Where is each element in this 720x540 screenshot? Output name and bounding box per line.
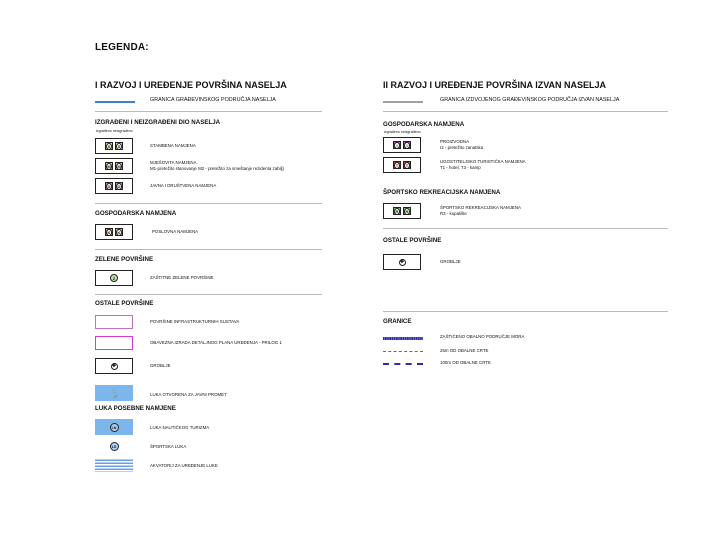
business-label: POSLOVNA NAMJENA [152,229,199,234]
right-economic-title: GOSPODARSKA NAMJENA [383,121,465,128]
cross-icon: ✚ [399,258,405,265]
nautical-port-label: LUKA NAUTIČKOG TURIZMA [150,425,210,430]
outside-boundary-line [383,101,423,103]
tourism-sublabel: T1 - hotel, T3 - kamp [440,165,481,170]
separator [383,228,668,229]
sport-port-symbol: LS [95,438,133,454]
coast-25m-line [383,351,423,352]
public-port-symbol [95,385,133,401]
public-social-symbol [95,178,133,194]
residential-label: STAMBENA NAMJENA [150,143,196,148]
coast-100m-line [383,363,423,365]
right-section-title: II RAZVOJ I UREĐENJE POVRŠINA IZVAN NASELJA [383,80,607,90]
protected-coast-label: ZAŠTIĆENO OBALNO PODRUČJE MORA [440,334,525,339]
tourism-unbuilt-cell: T [403,161,411,169]
sport-rec-sublabel: R3 - kupalište [440,211,467,216]
anchor-icon: ⚓ [109,388,119,398]
industrial-unbuilt-cell: I [403,141,411,149]
tourism-symbol [383,157,421,173]
right-other-title: OSTALE POVRŠINE [383,237,442,244]
industrial-built-cell: I [393,141,401,149]
public-social-label: JAVNA I DRUŠTVENA NAMJENA [150,183,217,188]
nautical-port-symbol: LN [95,419,133,435]
sport-port-label: ŠPORTSKA LUKA [150,444,187,449]
cemetery-label: GROBLJE [150,363,171,368]
separator [95,249,322,250]
residential-built-cell: S [105,142,113,150]
outside-boundary-label: GRANICA IZDVOJENOG GRAĐEVINSKOG PODRUČJA IZVAN NASELJA [440,97,620,103]
green-areas-title: ZELENE POVRŠINE [95,256,154,263]
separator [95,294,322,295]
mixed-use-symbol [95,158,133,174]
economic-title: GOSPODARSKA NAMJENA [95,210,177,217]
built-area-title: IZGRAĐENI I NEIZGRAĐENI DIO NASELJA [95,119,221,126]
infrastructure-label: POVRŠINE INFRASTRUKTURNIH SUSTAVA [150,319,240,324]
detailed-plan-symbol [95,336,133,350]
settlement-boundary-line [95,101,135,103]
tourism-built-cell: T [393,161,401,169]
right-economic-subtitle: izgrađeno neizgrađeno [384,130,421,134]
infrastructure-symbol [95,315,133,329]
special-port-title: LUKA POSEBNE NAMJENE [95,405,176,412]
public-port-label: LUKA OTVORENA ZA JAVNI PROMET [150,392,227,397]
separator [95,111,322,112]
industrial-label: PROIZVODNA [440,139,470,144]
protective-green-symbol: Z [95,270,133,286]
sport-rec-symbol [383,203,421,219]
protective-green-label: ZAŠTITNE ZELENE POVRŠINE [150,275,214,280]
built-area-subtitle: izgrađeno neizgrađeno [96,129,133,133]
legend-title: LEGENDA: [95,42,149,53]
public-built-cell: D [105,182,113,190]
separator [95,203,322,204]
other-areas-title: OSTALE POVRŠINE [95,300,154,307]
industrial-symbol [383,137,421,153]
right-cemetery-label: GROBLJE [440,259,461,264]
sport-rec-label: ŠPORTSKO REKREACIJSKA NAMJENA [440,205,521,210]
boundaries-title: GRANICE [383,318,412,325]
mixed-use-sublabel: M1-pretežito stanovanje M2 - pretežito za smeštanje rezidenta zabilj) [150,166,284,171]
mixed-built-cell: M [105,162,113,170]
coast-25m-label: 25m OD OBALNE CRTE [440,348,489,353]
sport-unbuilt-cell: R [403,207,411,215]
public-unbuilt-cell: D [115,182,123,190]
port-aquatorium-symbol [95,458,133,472]
protected-coast-line [383,337,423,340]
port-aquatorium-label: AKVATORIJ ZA UREĐENJE LUKE [150,463,218,468]
right-cemetery-symbol [383,254,421,270]
cross-icon: ✚ [111,362,117,369]
sport-rec-title: ŠPORTSKO REKREACIJSKA NAMJENA [383,189,501,196]
mixed-use-label: MJEŠOVITA NAMJENA [150,160,197,165]
sport-built-cell: R [393,207,401,215]
separator [383,111,668,112]
detailed-plan-label: OBAVEZNA IZRADA DETALJNOG PLANA UREĐENJA - PRILOG 1 [150,340,282,345]
mixed-unbuilt-cell: M [115,162,123,170]
business-symbol [95,224,133,240]
residential-unbuilt-cell: S [115,142,123,150]
business-built-cell: K [105,228,113,236]
left-section-title: I RAZVOJ I UREĐENJE POVRŠINA NASELJA [95,80,287,90]
business-unbuilt-cell: K [115,228,123,236]
tourism-label: UGOSTITELJSKO TURISTIČKA NAMJENA [440,159,526,164]
industrial-sublabel: I2 - pretežito zanatska [440,145,484,150]
coast-100m-label: 100m OD OBALNE CRTE [440,360,491,365]
cemetery-symbol [95,358,133,374]
separator [383,311,668,312]
residential-symbol [95,138,133,154]
settlement-boundary-label: GRANICA GRAĐEVINSKOG PODRUČJA NASELJA [150,97,276,103]
